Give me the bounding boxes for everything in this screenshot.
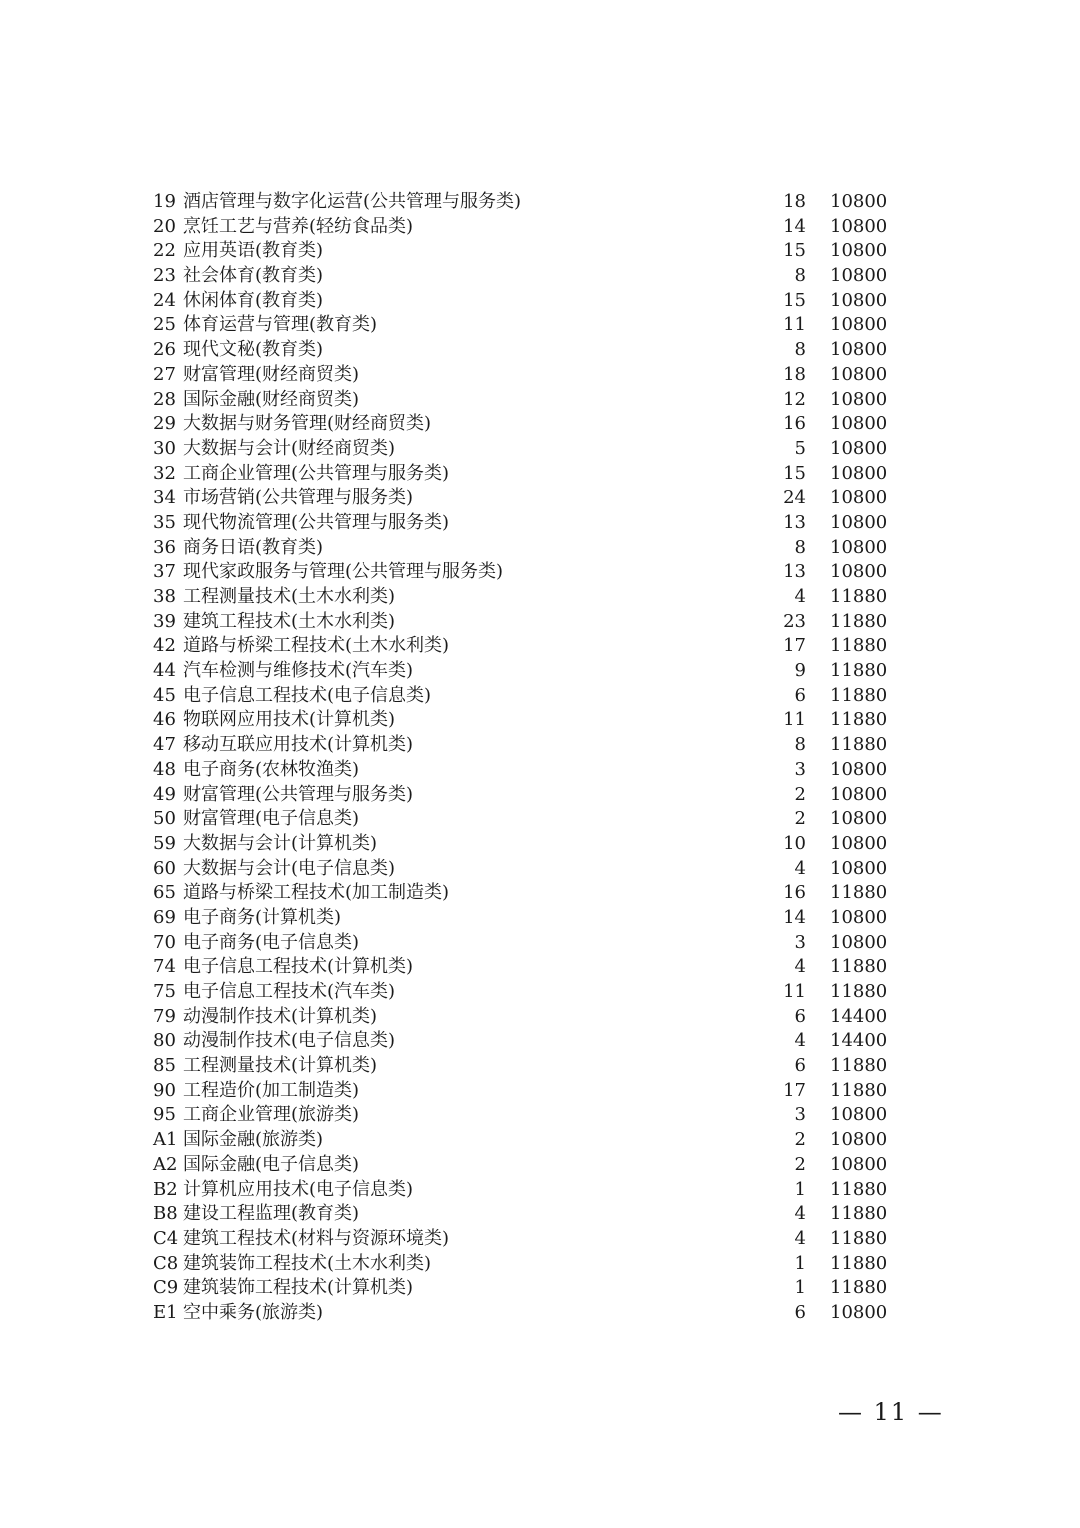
enrollment-count: 2 xyxy=(794,1129,806,1151)
program-code: 60 xyxy=(153,857,176,879)
program-code: 27 xyxy=(153,363,176,385)
program-name: 商务日语(教育类) xyxy=(183,536,324,558)
table-row xyxy=(0,585,1080,610)
program-name: 现代家政服务与管理(公共管理与服务类) xyxy=(183,561,504,583)
table-row xyxy=(0,264,1080,289)
program-name: 电子商务(计算机类) xyxy=(183,906,342,928)
tuition-fee: 10800 xyxy=(830,1153,888,1175)
enrollment-count: 8 xyxy=(794,265,806,287)
table-row xyxy=(0,486,1080,511)
tuition-fee: 10800 xyxy=(830,363,888,385)
program-name: 建筑工程技术(材料与资源环境类) xyxy=(183,1227,450,1249)
program-name: 动漫制作技术(计算机类) xyxy=(183,1005,378,1027)
enrollment-count: 18 xyxy=(783,363,806,385)
program-code: 30 xyxy=(153,437,176,459)
program-code: 35 xyxy=(153,511,176,533)
table-row xyxy=(0,807,1080,832)
program-name: 工程测量技术(计算机类) xyxy=(183,1055,378,1077)
program-name: 计算机应用技术(电子信息类) xyxy=(183,1178,414,1200)
program-code: 22 xyxy=(153,240,176,262)
program-name: 工商企业管理(旅游类) xyxy=(183,1104,360,1126)
tuition-fee: 10800 xyxy=(830,906,888,928)
program-name: 国际金融(电子信息类) xyxy=(183,1153,360,1175)
tuition-fee: 10800 xyxy=(830,191,888,212)
tuition-fee: 10800 xyxy=(830,931,888,953)
enrollment-count: 8 xyxy=(794,734,806,756)
program-code: 47 xyxy=(153,734,176,756)
table-row xyxy=(0,1054,1080,1079)
enrollment-count: 4 xyxy=(794,1227,806,1249)
program-name: 大数据与财务管理(财经商贸类) xyxy=(183,413,432,435)
tuition-fee: 11880 xyxy=(830,635,888,657)
tuition-fee: 10800 xyxy=(830,240,888,262)
tuition-fee: 10800 xyxy=(830,462,888,484)
enrollment-count: 16 xyxy=(783,882,806,904)
program-code: 75 xyxy=(153,981,176,1002)
table-row xyxy=(0,215,1080,240)
tuition-fee: 10800 xyxy=(830,314,888,336)
program-code: 74 xyxy=(153,956,176,978)
enrollment-count: 18 xyxy=(783,191,806,212)
program-name: 工程测量技术(土木水利类) xyxy=(183,586,396,607)
tuition-fee: 11880 xyxy=(830,956,888,978)
table-row xyxy=(0,906,1080,931)
table-row xyxy=(0,881,1080,906)
tuition-fee: 11880 xyxy=(830,1277,888,1299)
tuition-fee: 10800 xyxy=(830,832,888,854)
tuition-fee: 10800 xyxy=(830,265,888,287)
enrollment-count: 14 xyxy=(783,215,806,237)
program-name: 现代物流管理(公共管理与服务类) xyxy=(183,511,450,533)
tuition-fee: 11880 xyxy=(830,882,888,904)
program-code: 26 xyxy=(153,339,176,361)
table-row xyxy=(0,239,1080,264)
program-code: 80 xyxy=(153,1030,176,1052)
enrollment-count: 15 xyxy=(783,462,806,484)
program-name: 烹饪工艺与营养(轻纺食品类) xyxy=(183,215,414,237)
enrollment-count: 1 xyxy=(794,1178,806,1200)
tuition-fee: 11880 xyxy=(830,1055,888,1077)
program-name: 休闲体育(教育类) xyxy=(183,289,324,311)
table-row xyxy=(0,708,1080,733)
program-code: 37 xyxy=(153,561,176,583)
program-code: 38 xyxy=(153,586,176,607)
enrollment-count: 6 xyxy=(794,684,806,706)
program-code: 19 xyxy=(153,191,176,212)
table-row xyxy=(0,955,1080,980)
enrollment-count: 9 xyxy=(794,660,806,682)
program-code: 25 xyxy=(153,314,176,336)
program-name: 建筑装饰工程技术(计算机类) xyxy=(183,1277,414,1299)
program-name: 移动互联应用技术(计算机类) xyxy=(183,734,414,756)
program-code: B8 xyxy=(153,1203,178,1225)
enrollment-count: 15 xyxy=(783,240,806,262)
enrollment-count: 5 xyxy=(794,437,806,459)
tuition-fee: 10800 xyxy=(830,215,888,237)
program-code: C8 xyxy=(153,1252,179,1274)
enrollment-count: 2 xyxy=(794,808,806,830)
table-row xyxy=(0,610,1080,635)
tuition-fee: 11880 xyxy=(830,1203,888,1225)
table-row xyxy=(0,1178,1080,1203)
program-name: 工商企业管理(公共管理与服务类) xyxy=(183,462,450,484)
tuition-fee: 10800 xyxy=(830,857,888,879)
enrollment-count: 17 xyxy=(783,1079,806,1101)
enrollment-count: 11 xyxy=(783,981,806,1002)
program-name: 国际金融(财经商贸类) xyxy=(183,388,360,410)
program-name: 酒店管理与数字化运营(公共管理与服务类) xyxy=(183,191,522,212)
table-row xyxy=(0,1202,1080,1227)
tuition-fee: 11880 xyxy=(830,981,888,1002)
program-name: 电子商务(电子信息类) xyxy=(183,931,360,953)
program-name: 大数据与会计(电子信息类) xyxy=(183,857,396,879)
enrollment-count: 16 xyxy=(783,413,806,435)
program-name: 建筑工程技术(土木水利类) xyxy=(183,610,396,632)
table-row xyxy=(0,536,1080,561)
program-code: 59 xyxy=(153,832,176,854)
tuition-fee: 11880 xyxy=(830,709,888,731)
program-code: 49 xyxy=(153,783,176,805)
tuition-fee: 10800 xyxy=(830,289,888,311)
table-row xyxy=(0,1276,1080,1301)
table-row xyxy=(0,684,1080,709)
tuition-fee: 11880 xyxy=(830,610,888,632)
table-row xyxy=(0,1153,1080,1178)
tuition-fee: 11880 xyxy=(830,1079,888,1101)
program-code: 36 xyxy=(153,536,176,558)
program-name: 大数据与会计(财经商贸类) xyxy=(183,437,396,459)
enrollment-count: 11 xyxy=(783,709,806,731)
table-row xyxy=(0,659,1080,684)
program-code: 79 xyxy=(153,1005,176,1027)
enrollment-count: 8 xyxy=(794,536,806,558)
program-name: 市场营销(公共管理与服务类) xyxy=(183,487,414,509)
tuition-fee: 10800 xyxy=(830,339,888,361)
enrollment-count: 1 xyxy=(794,1277,806,1299)
program-name: 物联网应用技术(计算机类) xyxy=(183,709,396,731)
program-name: 现代文秘(教育类) xyxy=(183,339,324,361)
program-code: 46 xyxy=(153,709,176,731)
tuition-fee: 10800 xyxy=(830,1129,888,1151)
table-row xyxy=(0,511,1080,536)
enrollment-count: 11 xyxy=(783,314,806,336)
program-name: 工程造价(加工制造类) xyxy=(183,1079,360,1101)
program-name: 空中乘务(旅游类) xyxy=(183,1301,324,1323)
table-row xyxy=(0,289,1080,314)
tuition-fee: 11880 xyxy=(830,1252,888,1274)
table-row xyxy=(0,412,1080,437)
enrollment-count: 6 xyxy=(794,1301,806,1323)
enrollment-count: 3 xyxy=(794,1104,806,1126)
enrollment-count: 13 xyxy=(783,561,806,583)
program-name: 汽车检测与维修技术(汽车类) xyxy=(183,660,414,682)
program-name: 建设工程监理(教育类) xyxy=(183,1203,360,1225)
table-row xyxy=(0,363,1080,388)
table-row xyxy=(0,1029,1080,1054)
table-row xyxy=(0,1128,1080,1153)
enrollment-count: 15 xyxy=(783,289,806,311)
enrollment-count: 13 xyxy=(783,511,806,533)
tuition-fee: 10800 xyxy=(830,1301,888,1323)
table-row xyxy=(0,1227,1080,1252)
program-code: 50 xyxy=(153,808,176,830)
program-list xyxy=(0,190,1080,1326)
table-row xyxy=(0,783,1080,808)
program-name: 财富管理(电子信息类) xyxy=(183,808,360,830)
program-name: 道路与桥梁工程技术(加工制造类) xyxy=(183,882,450,904)
program-code: 28 xyxy=(153,388,176,410)
tuition-fee: 11880 xyxy=(830,734,888,756)
program-code: 95 xyxy=(153,1104,176,1126)
program-code: A1 xyxy=(153,1129,178,1151)
program-name: 电子商务(农林牧渔类) xyxy=(183,758,360,780)
program-name: 社会体育(教育类) xyxy=(183,265,324,287)
table-row xyxy=(0,1301,1080,1326)
enrollment-count: 3 xyxy=(794,758,806,780)
program-code: C9 xyxy=(153,1277,179,1299)
enrollment-count: 4 xyxy=(794,1030,806,1052)
enrollment-count: 4 xyxy=(794,956,806,978)
program-code: 45 xyxy=(153,684,176,706)
table-row xyxy=(0,560,1080,585)
table-row xyxy=(0,190,1080,215)
program-code: E1 xyxy=(153,1301,178,1323)
enrollment-count: 2 xyxy=(794,1153,806,1175)
tuition-fee: 11880 xyxy=(830,586,888,607)
program-code: 32 xyxy=(153,462,176,484)
enrollment-count: 4 xyxy=(794,586,806,607)
program-code: 69 xyxy=(153,906,176,928)
enrollment-count: 1 xyxy=(794,1252,806,1274)
tuition-fee: 11880 xyxy=(830,1227,888,1249)
program-code: 24 xyxy=(153,289,176,311)
program-code: B2 xyxy=(153,1178,178,1200)
enrollment-count: 17 xyxy=(783,635,806,657)
program-name: 建筑装饰工程技术(土木水利类) xyxy=(183,1252,432,1274)
enrollment-count: 24 xyxy=(783,487,806,509)
enrollment-count: 10 xyxy=(783,832,806,854)
program-name: 电子信息工程技术(汽车类) xyxy=(183,981,396,1002)
table-row xyxy=(0,758,1080,783)
program-name: 道路与桥梁工程技术(土木水利类) xyxy=(183,635,450,657)
program-name: 财富管理(公共管理与服务类) xyxy=(183,783,414,805)
table-row xyxy=(0,388,1080,413)
program-code: A2 xyxy=(153,1153,178,1175)
enrollment-count: 2 xyxy=(794,783,806,805)
program-name: 大数据与会计(计算机类) xyxy=(183,832,378,854)
tuition-fee: 11880 xyxy=(830,660,888,682)
program-code: 44 xyxy=(153,660,176,682)
enrollment-count: 14 xyxy=(783,906,806,928)
program-name: 动漫制作技术(电子信息类) xyxy=(183,1030,396,1052)
tuition-fee: 10800 xyxy=(830,1104,888,1126)
enrollment-count: 3 xyxy=(794,931,806,953)
program-name: 电子信息工程技术(计算机类) xyxy=(183,956,414,978)
program-name: 国际金融(旅游类) xyxy=(183,1129,324,1151)
tuition-fee: 10800 xyxy=(830,487,888,509)
program-code: 85 xyxy=(153,1055,176,1077)
tuition-fee: 10800 xyxy=(830,437,888,459)
table-row xyxy=(0,437,1080,462)
tuition-fee: 11880 xyxy=(830,1178,888,1200)
table-row xyxy=(0,462,1080,487)
tuition-fee: 10800 xyxy=(830,808,888,830)
tuition-fee: 14400 xyxy=(830,1005,888,1027)
table-row xyxy=(0,733,1080,758)
tuition-fee: 10800 xyxy=(830,758,888,780)
enrollment-count: 23 xyxy=(783,610,806,632)
table-row xyxy=(0,1005,1080,1030)
tuition-fee: 14400 xyxy=(830,1030,888,1052)
program-name: 财富管理(财经商贸类) xyxy=(183,363,360,385)
program-code: 65 xyxy=(153,882,176,904)
tuition-fee: 10800 xyxy=(830,511,888,533)
table-row xyxy=(0,931,1080,956)
program-name: 应用英语(教育类) xyxy=(183,240,324,262)
table-row xyxy=(0,832,1080,857)
program-code: 34 xyxy=(153,487,176,509)
table-row xyxy=(0,1252,1080,1277)
enrollment-count: 12 xyxy=(783,388,806,410)
table-row xyxy=(0,857,1080,882)
enrollment-count: 6 xyxy=(794,1055,806,1077)
table-row xyxy=(0,1103,1080,1128)
program-code: 23 xyxy=(153,265,176,287)
table-row xyxy=(0,313,1080,338)
tuition-fee: 11880 xyxy=(830,684,888,706)
program-code: 48 xyxy=(153,758,176,780)
table-row xyxy=(0,1079,1080,1104)
tuition-fee: 10800 xyxy=(830,536,888,558)
enrollment-count: 6 xyxy=(794,1005,806,1027)
program-code: 39 xyxy=(153,610,176,632)
table-row xyxy=(0,634,1080,659)
tuition-fee: 10800 xyxy=(830,388,888,410)
enrollment-count: 4 xyxy=(794,1203,806,1225)
table-row xyxy=(0,338,1080,363)
program-code: 29 xyxy=(153,413,176,435)
program-code: 90 xyxy=(153,1079,176,1101)
program-code: 42 xyxy=(153,635,176,657)
tuition-fee: 10800 xyxy=(830,561,888,583)
program-code: 20 xyxy=(153,215,176,237)
program-code: C4 xyxy=(153,1227,179,1249)
program-name: 电子信息工程技术(电子信息类) xyxy=(183,684,432,706)
page-number: — 11 — xyxy=(838,1398,944,1426)
program-code: 70 xyxy=(153,931,176,953)
tuition-fee: 10800 xyxy=(830,413,888,435)
enrollment-count: 4 xyxy=(794,857,806,879)
program-name: 体育运营与管理(教育类) xyxy=(183,314,378,336)
enrollment-count: 8 xyxy=(794,339,806,361)
table-row xyxy=(0,980,1080,1005)
tuition-fee: 10800 xyxy=(830,783,888,805)
